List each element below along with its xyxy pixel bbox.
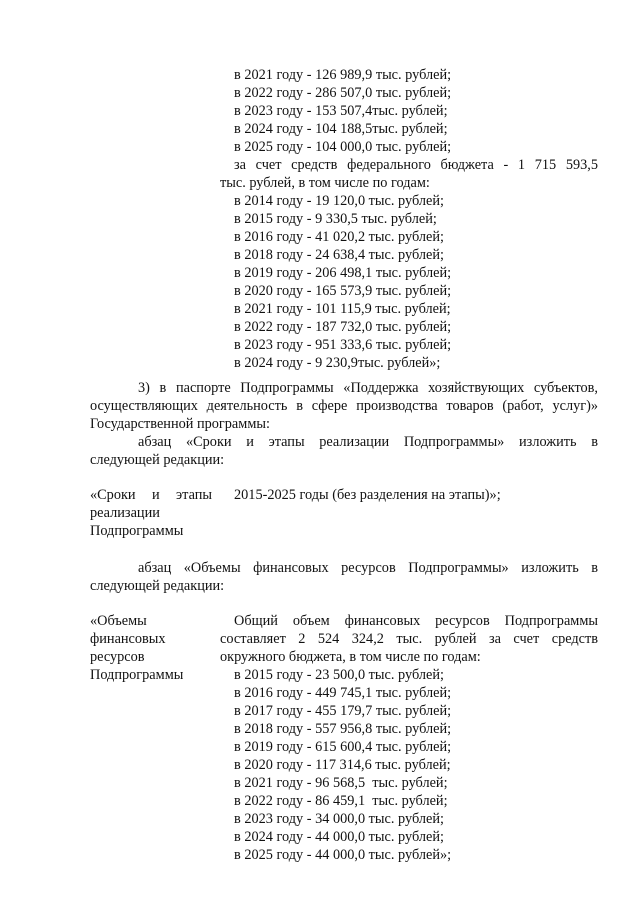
section3-paragraph-line: Государственной программы: <box>90 416 270 432</box>
list-item: в 2022 году - 86 459,1 тыс. рублей; <box>234 793 448 809</box>
volumes-value: Общий объем финансовых ресурсов Подпрограммы <box>234 613 598 629</box>
list-item: в 2025 году - 104 000,0 тыс. рублей; <box>234 139 452 155</box>
list-item: в 2014 году - 19 120,0 тыс. рублей; <box>234 193 444 209</box>
list-item: в 2023 году - 153 507,4тыс. рублей; <box>234 103 448 119</box>
volumes-label: «Объемы <box>90 613 147 629</box>
volumes-value: окружного бюджета, в том числе по годам: <box>220 649 481 665</box>
list-item: в 2023 году - 951 333,6 тыс. рублей; <box>234 337 452 353</box>
list-item: в 2023 году - 34 000,0 тыс. рублей; <box>234 811 444 827</box>
terms-label: Подпрограммы <box>90 523 184 539</box>
list-item: в 2020 году - 117 314,6 тыс. рублей; <box>234 757 451 773</box>
abzac-volumes-line: следующей редакции: <box>90 578 225 594</box>
list-item: в 2018 году - 557 956,8 тыс. рублей; <box>234 721 452 737</box>
section3-paragraph-line: осуществляющих деятельность в сфере производства товаров (работ, услуг)» <box>90 398 598 414</box>
list-item: в 2021 году - 96 568,5 тыс. рублей; <box>234 775 448 791</box>
federal-budget-line: за счет средств федерального бюджета - 1 715 593,5 <box>234 157 598 173</box>
list-item: в 2019 году - 206 498,1 тыс. рублей; <box>234 265 452 281</box>
list-item: в 2019 году - 615 600,4 тыс. рублей; <box>234 739 452 755</box>
section3-paragraph-line: 3) в паспорте Подпрограммы «Поддержка хозяйствующих субъектов, <box>138 380 598 396</box>
abzac-volumes-line: абзац «Объемы финансовых ресурсов Подпрограммы» изложить в <box>138 560 598 576</box>
list-item: в 2015 году - 9 330,5 тыс. рублей; <box>234 211 437 227</box>
list-item: в 2024 году - 44 000,0 тыс. рублей; <box>234 829 444 845</box>
terms-label: «Сроки и этапы <box>90 487 212 503</box>
list-item: в 2016 году - 449 745,1 тыс. рублей; <box>234 685 452 701</box>
volumes-label: финансовых <box>90 631 166 647</box>
list-item: в 2024 году - 104 188,5тыс. рублей; <box>234 121 448 137</box>
terms-value: 2015-2025 годы (без разделения на этапы)»; <box>234 487 501 503</box>
list-item: в 2025 году - 44 000,0 тыс. рублей»; <box>234 847 452 863</box>
volumes-value: составляет 2 524 324,2 тыс. рублей за счет средств <box>220 631 598 647</box>
list-item: в 2018 году - 24 638,4 тыс. рублей; <box>234 247 444 263</box>
list-item: в 2015 году - 23 500,0 тыс. рублей; <box>234 667 444 683</box>
federal-budget-line-cont: тыс. рублей, в том числе по годам: <box>220 175 430 191</box>
list-item: в 2022 году - 286 507,0 тыс. рублей; <box>234 85 452 101</box>
list-item: в 2024 году - 9 230,9тыс. рублей»; <box>234 355 441 371</box>
list-item: в 2021 году - 101 115,9 тыс. рублей; <box>234 301 451 317</box>
abzac-terms-line: следующей редакции: <box>90 452 225 468</box>
volumes-label: ресурсов <box>90 649 145 665</box>
terms-label: реализации <box>90 505 160 521</box>
list-item: в 2021 году - 126 989,9 тыс. рублей; <box>234 67 452 83</box>
abzac-terms-line: абзац «Сроки и этапы реализации Подпрограммы» изложить в <box>138 434 598 450</box>
volumes-label: Подпрограммы <box>90 667 184 683</box>
list-item: в 2022 году - 187 732,0 тыс. рублей; <box>234 319 452 335</box>
list-item: в 2020 году - 165 573,9 тыс. рублей; <box>234 283 452 299</box>
list-item: в 2017 году - 455 179,7 тыс. рублей; <box>234 703 452 719</box>
list-item: в 2016 году - 41 020,2 тыс. рублей; <box>234 229 444 245</box>
